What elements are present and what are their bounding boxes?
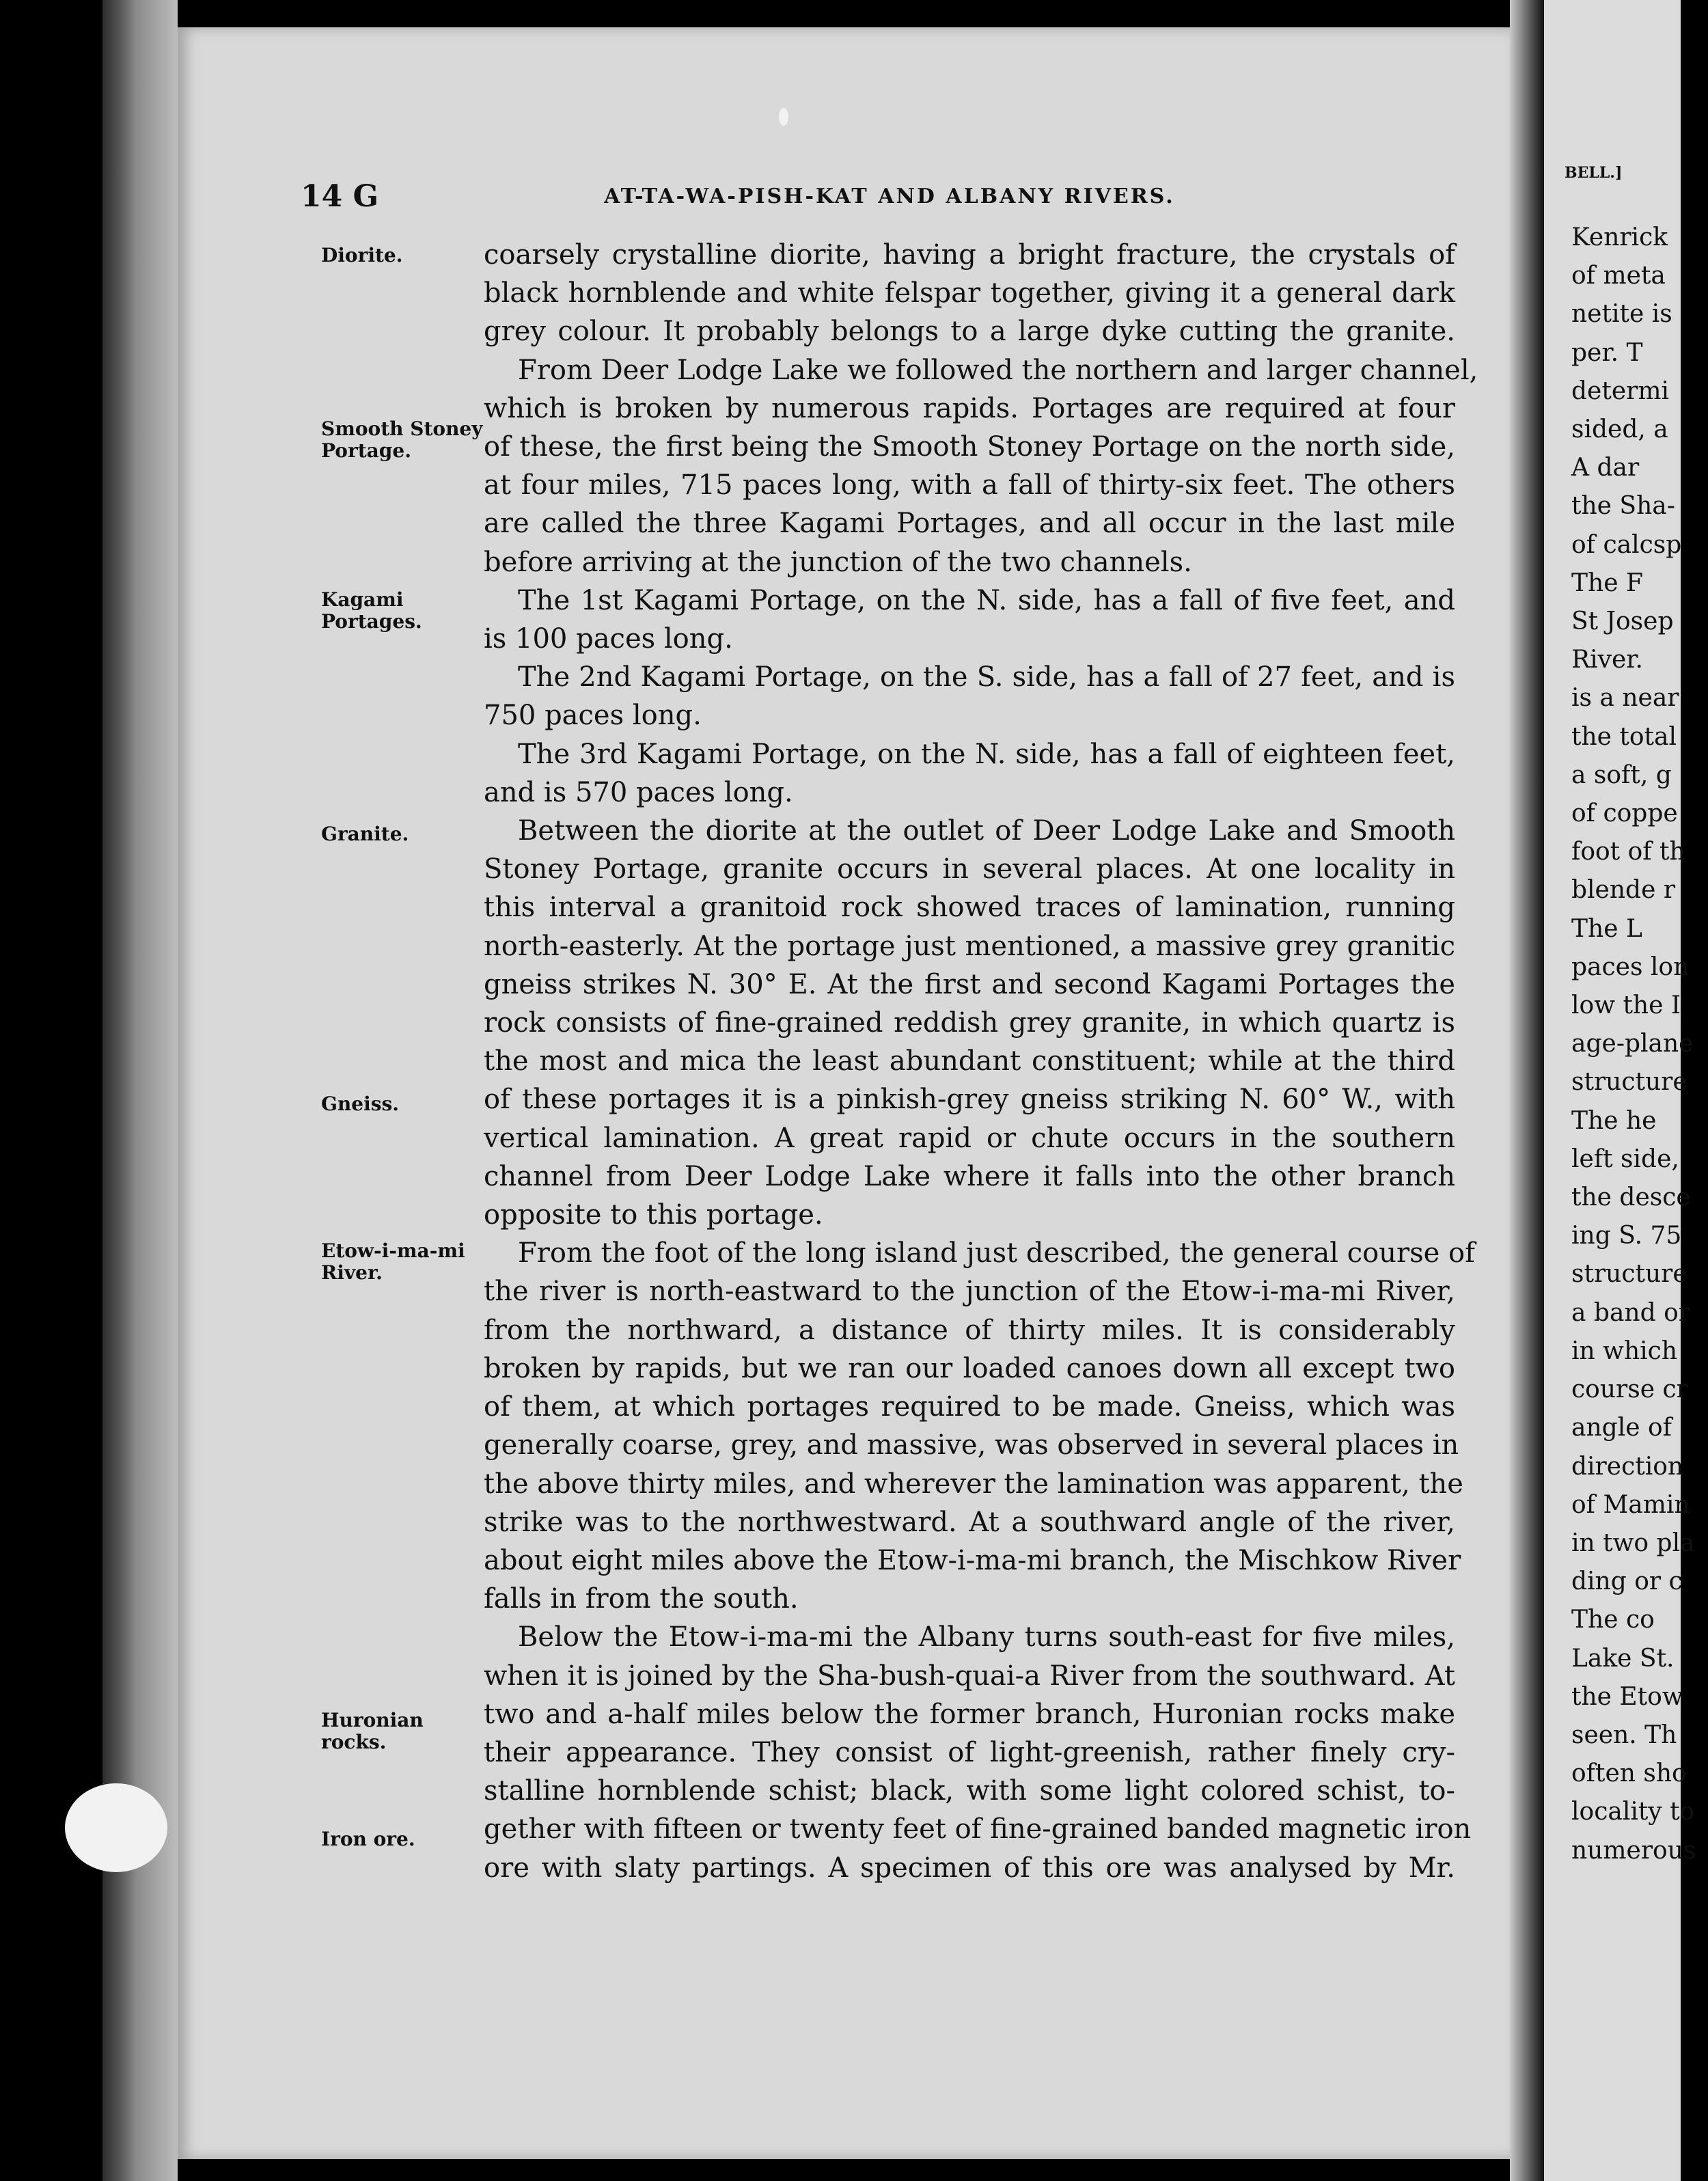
body-line: north-easterly. At the portage just mentioned, a massive grey granitic [484,930,1455,962]
facing-line: The L [1571,914,1642,943]
facing-line: locality to [1571,1798,1695,1826]
facing-line: of calcsp [1571,530,1682,559]
facing-page-text [1571,219,1708,1870]
body-line: two and a-half miles below the former branch, Huronian rocks make [484,1698,1455,1730]
body-line: The 3rd Kagami Portage, on the N. side, has a fall of eighteen feet, [518,738,1455,770]
body-line: gneiss strikes N. 30° E. At the first and second Kagami Portages the [484,968,1455,1000]
body-line: their appearance. They consist of light-greenish, rather finely cry- [484,1736,1455,1768]
facing-line: River. [1571,646,1643,674]
body-line: and is 570 paces long. [484,776,793,808]
margin-note-granite: Granite. [321,823,409,845]
facing-line: the desce [1571,1183,1691,1212]
facing-line: course cr [1571,1375,1688,1404]
facing-line: ding or c [1571,1567,1683,1596]
facing-line: left side, [1571,1144,1679,1173]
facing-line: the Sha- [1571,492,1675,521]
body-line: stalline hornblende schist; black, with some light colored schist, to- [484,1775,1455,1807]
body-line: before arriving at the junction of the two channels. [484,546,1192,578]
margin-note-smooth-stoney-portage: Smooth Stoney Portage. [321,417,483,462]
page-header [301,179,1517,213]
margin-note-huronian-rocks: Huronian rocks. [321,1709,424,1753]
facing-line: direction [1571,1452,1684,1481]
body-line: From Deer Lodge Lake we followed the northern and larger channel, [518,354,1478,386]
body-line: black hornblende and white felspar together, giving it a general dark [484,277,1455,310]
body-line: broken by rapids, but we ran our loaded canoes down all except two [484,1352,1455,1384]
facing-line: determi [1571,376,1669,405]
facing-line: The F [1571,568,1643,597]
body-line: the river is north-eastward to the junction of the Etow-i-ma-mi River, [484,1276,1455,1308]
body-line: The 1st Kagami Portage, on the N. side, has a fall of five feet, and [518,584,1455,616]
facing-line: of meta [1571,262,1666,290]
facing-line: in two pla [1571,1528,1695,1557]
margin-note-diorite: Diorite. [321,244,403,266]
page-fold [1510,0,1544,2181]
body-line: grey colour. It probably belongs to a large dyke cutting the granite. [484,316,1455,348]
facing-line: Kenrick [1571,223,1668,251]
margin-note-iron-ore: Iron ore. [321,1828,415,1850]
body-line: Between the diorite at the outlet of Deer Lodge Lake and Smooth [518,815,1455,847]
body-line: opposite to this portage. [484,1199,823,1231]
facing-line: The co [1571,1606,1655,1634]
facing-line: Lake St. [1571,1644,1675,1673]
facing-line: paces lon [1571,952,1690,981]
facing-line: the total [1571,722,1677,751]
facing-page-header: BELL.] [1565,164,1623,182]
body-line: are called the three Kagami Portages, and all occur in the last mile [484,508,1455,540]
body-text [484,236,1478,1887]
body-line: Stoney Portage, granite occurs in several places. At one locality in [484,853,1455,886]
body-line: coarsely crystalline diorite, having a bright fracture, the crystals of [484,239,1455,271]
body-line: From the foot of the long island just described, the general course of [518,1237,1475,1270]
body-line: the above thirty miles, and wherever the lamination was apparent, the [484,1468,1463,1500]
facing-line: The he [1571,1106,1657,1135]
body-line: ore with slaty partings. A specimen of this ore was analysed by Mr. [484,1852,1455,1884]
body-line: strike was to the northwestward. At a southward angle of the river, [484,1506,1455,1538]
body-line: generally coarse, grey, and massive, was observed in several places in [484,1429,1459,1462]
facing-line: the Etow [1571,1682,1683,1711]
facing-line: per. T [1571,338,1643,367]
body-line: gether with fifteen or twenty feet of fine-grained banded magnetic iron [484,1813,1472,1846]
body-line: 750 paces long. [484,700,702,732]
facing-line: a band or [1571,1298,1690,1327]
facing-line: numerous [1571,1836,1696,1865]
body-line: Below the Etow-i-ma-mi the Albany turns south-east for five miles, [518,1621,1455,1654]
body-line: rock consists of fine-grained reddish grey granite, in which quartz is [484,1007,1455,1039]
facing-line: low the I [1571,991,1681,1020]
facing-line: is a near [1571,684,1679,713]
paper-speck [779,108,788,126]
body-line: which is broken by numerous rapids. Portages are required at four [484,392,1455,424]
facing-line: sided, a [1571,415,1668,444]
facing-line: age-plane [1571,1030,1694,1058]
body-line: The 2nd Kagami Portage, on the S. side, has a fall of 27 feet, and is [518,661,1455,694]
body-line: when it is joined by the Sha-bush-quai-a River from the southward. At [484,1660,1455,1692]
body-line: of them, at which portages required to be made. Gneiss, which was [484,1391,1455,1423]
body-line: channel from Deer Lodge Lake where it falls into the other branch [484,1160,1455,1192]
margin-note-kagami-portages: Kagami Portages. [321,588,422,633]
margin-note-etow-i-ma-mi-river: Etow-i-ma-mi River. [321,1239,465,1284]
facing-line: a soft, g [1571,760,1672,789]
body-line: is 100 paces long. [484,623,733,655]
paper-damage-spot [65,1783,167,1872]
body-line: this interval a granitoid rock showed traces of lamination, running [484,892,1455,924]
facing-line: of coppe [1571,799,1678,828]
facing-line: seen. Th [1571,1720,1677,1749]
body-line: vertical lamination. A great rapid or chute occurs in the southern [484,1122,1455,1154]
facing-line: often sho [1571,1759,1687,1788]
facing-line: A dar [1571,454,1640,482]
margin-note-gneiss: Gneiss. [321,1093,399,1115]
facing-line: foot of th [1571,838,1685,866]
running-title: AT-TA-WA-PISH-KAT AND ALBANY RIVERS. [604,184,1175,208]
facing-line: blende r [1571,876,1676,905]
body-line: of these, the first being the Smooth Stoney Portage on the north side, [484,431,1455,463]
body-line: of these portages it is a pinkish-grey gneiss striking N. 60° W., with [484,1084,1455,1116]
facing-line: of Mamin [1571,1490,1690,1519]
facing-line: ing S. 75 [1571,1222,1682,1250]
page-number: 14 G [301,178,379,214]
body-line: the most and mica the least abundant constituent; while at the third [484,1045,1455,1078]
facing-line: netite is [1571,300,1672,329]
facing-line: St Josep [1571,607,1674,636]
body-line: falls in from the south. [484,1583,799,1615]
facing-line: structure [1571,1260,1688,1289]
facing-line: in which [1571,1336,1678,1365]
body-line: from the northward, a distance of thirty miles. It is considerably [484,1314,1455,1346]
facing-line: structure [1571,1068,1688,1097]
body-line: about eight miles above the Etow-i-ma-mi branch, the Mischkow River [484,1544,1461,1576]
facing-line: angle of [1571,1414,1672,1442]
body-line: at four miles, 715 paces long, with a fall of thirty-six feet. The others [484,469,1455,502]
